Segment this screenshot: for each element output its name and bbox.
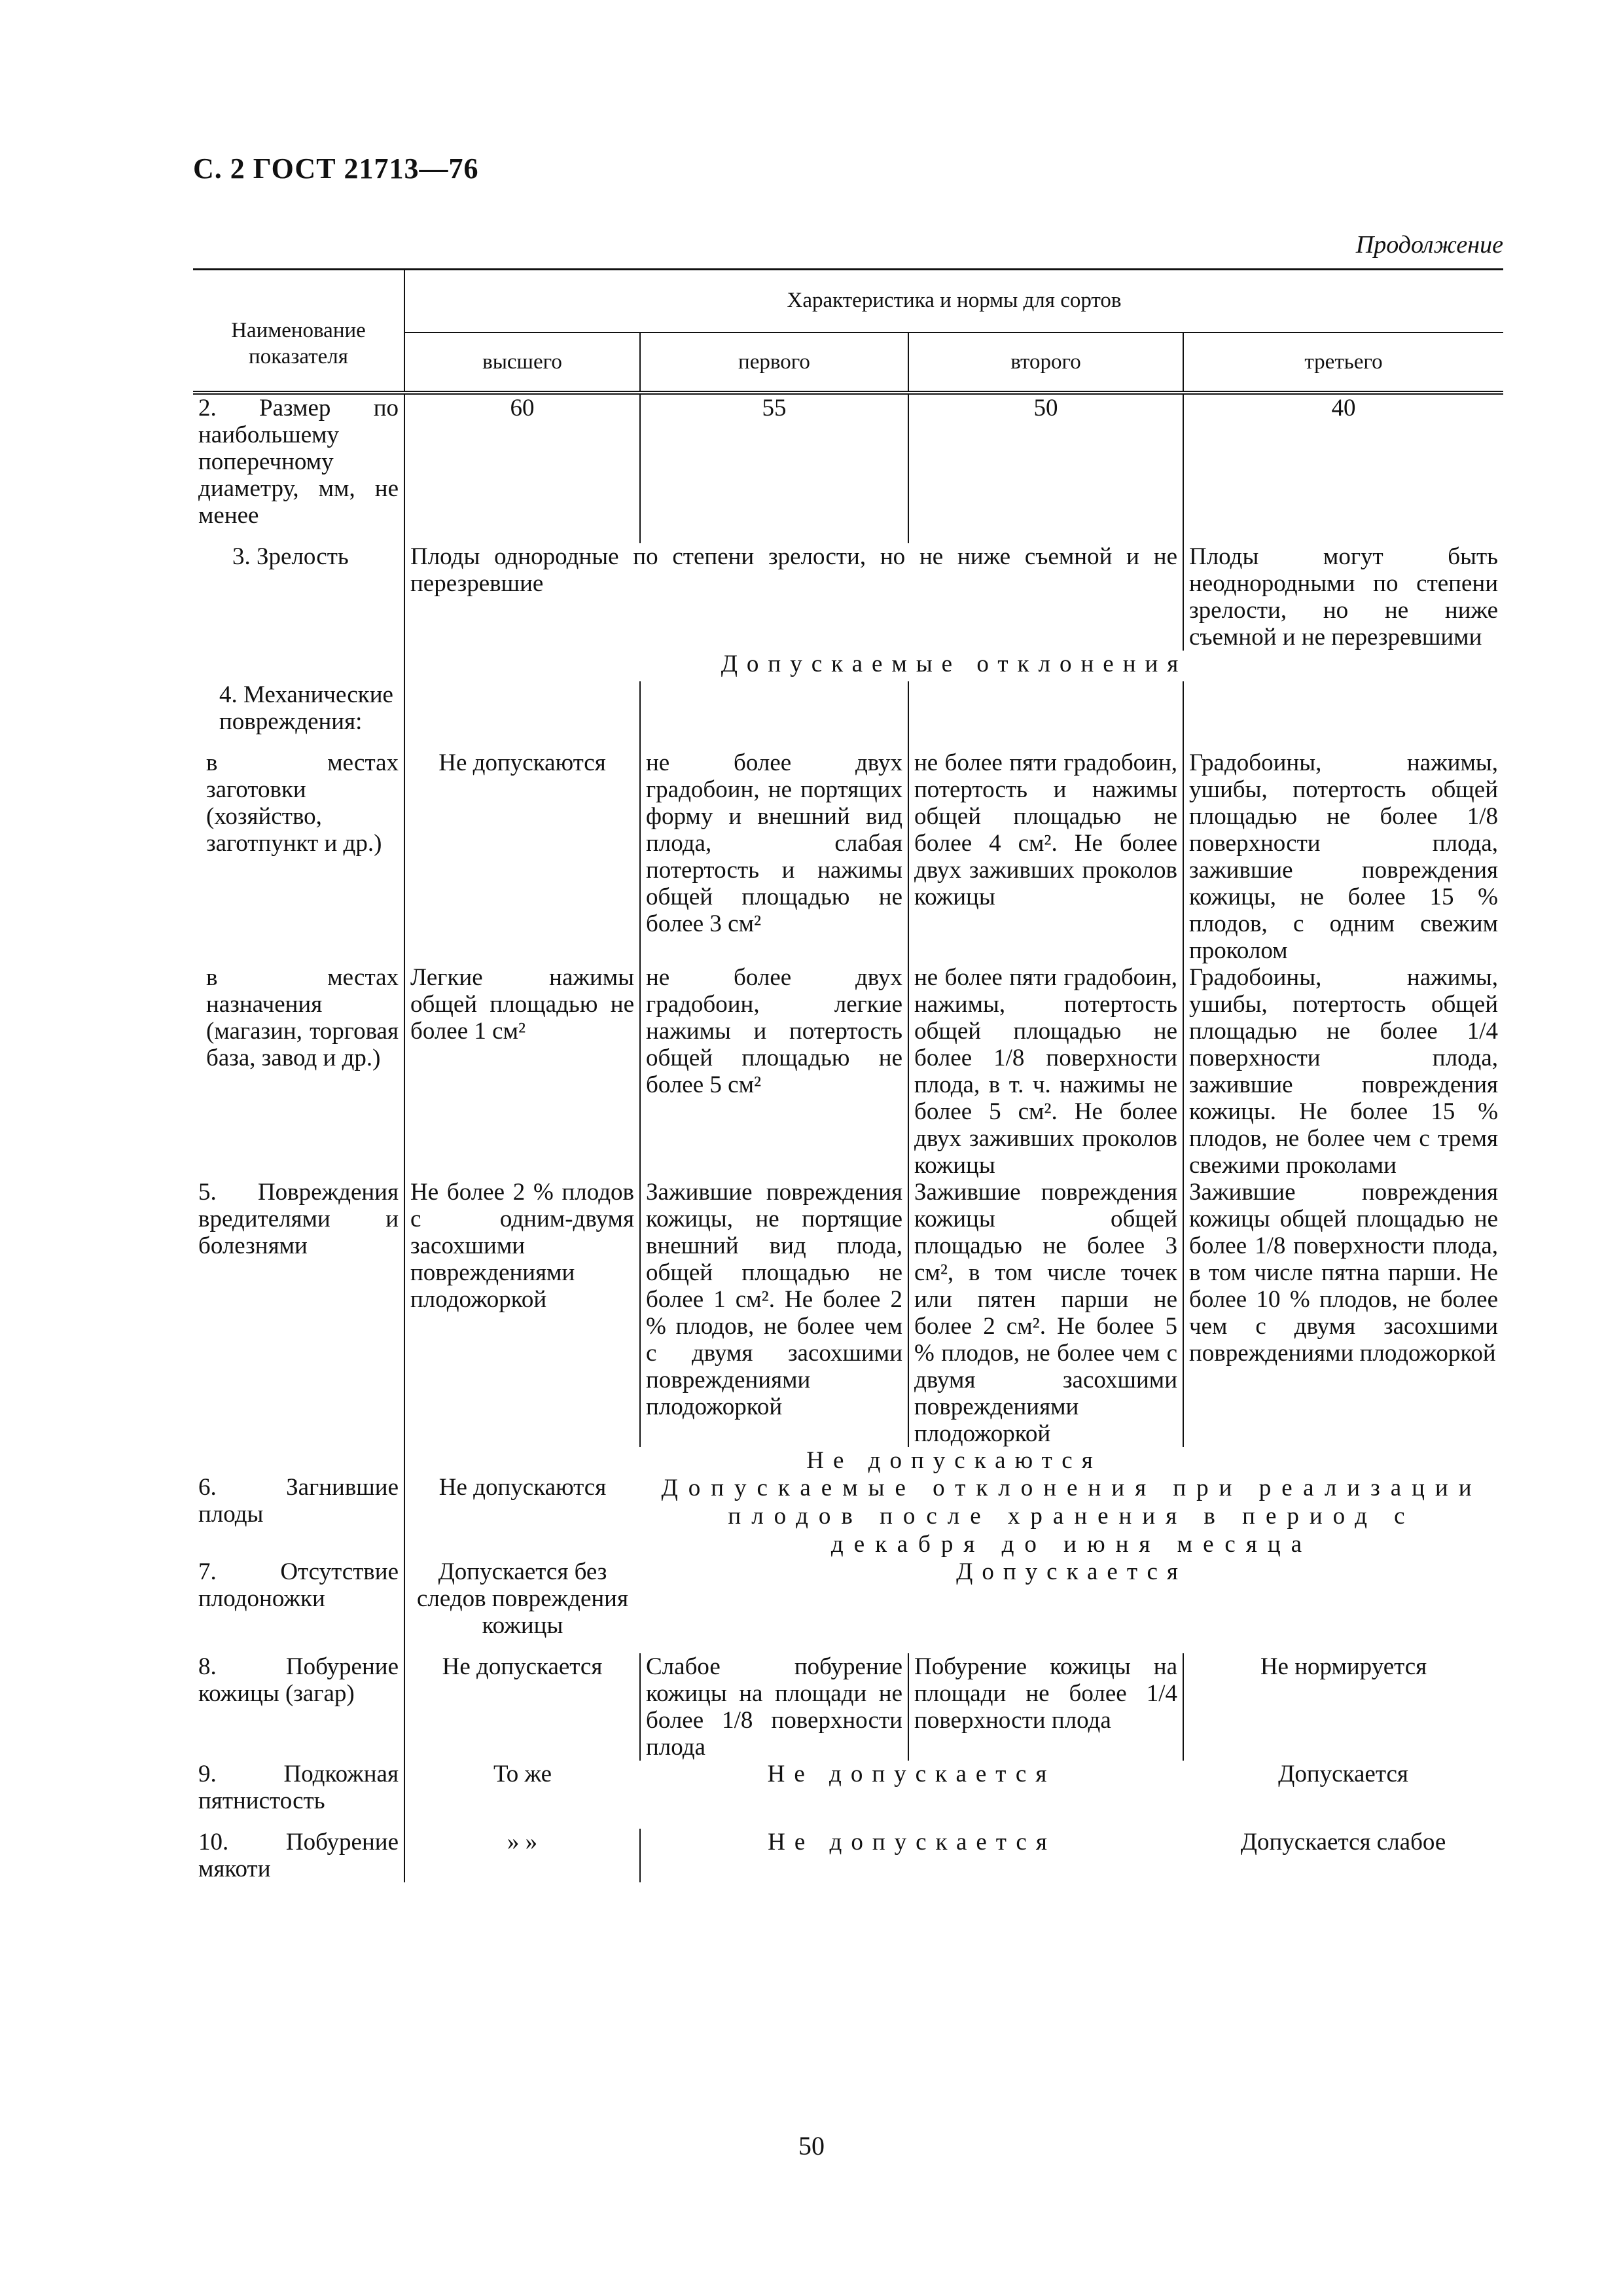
cell-value: Не более 2 % плодов с одним-двумя засохшими повреждениями плодожоркой	[404, 1179, 640, 1447]
table-row	[193, 1558, 1503, 1653]
row-name: 3. Зрелость	[193, 543, 404, 651]
continuation-label: Продолжение	[1355, 231, 1503, 259]
cell-value: Плоды однородные по степени зрелости, но не ниже съемной и не перезревшие	[404, 543, 1183, 651]
row-name: 10. Побурение мякоти	[193, 1829, 404, 1882]
column-header-sort-highest: высшего	[404, 332, 640, 393]
cell-value: Слабое побурение кожицы на площади не более 1/8 поверхности плода	[640, 1653, 908, 1761]
row-name: 5. Повреждения вредителями и болезнями	[193, 1179, 404, 1447]
cell-value: То же	[493, 1761, 552, 1787]
row-name: 9. Подкожная пятнистость	[193, 1761, 404, 1829]
column-header-sort-second: второго	[908, 332, 1183, 393]
row-name: 4. Механические повреждения:	[193, 681, 404, 749]
table-row	[193, 393, 1503, 543]
row-name: 8. Побурение кожицы (загар)	[193, 1653, 404, 1761]
table-row	[193, 651, 1503, 681]
row-name: 2. Размер по наибольшему поперечному диаметру, мм, не менее	[193, 393, 404, 543]
cell-value: не более двух градобоин, не портящих форму и внешний вид плода, слабая потертость и нажимы общей площадью не более 3 см²	[640, 749, 908, 964]
table-row	[193, 1474, 1503, 1558]
column-header-name: Наименование показателя	[193, 270, 404, 393]
cell-value: Легкие нажимы общей площадью не более 1 см²	[404, 964, 640, 1179]
cell-value: 50	[908, 393, 1183, 543]
table-row	[193, 1829, 1503, 1882]
page-number: 50	[798, 2131, 825, 2161]
cell-value: Допускается без следов повреждения кожицы	[417, 1558, 628, 1639]
not-allowed-label: Не допускаются	[806, 1447, 1102, 1474]
cell-value: 40	[1331, 395, 1356, 422]
column-header-group: Характеристика и нормы для сортов	[787, 289, 1122, 312]
cell-value: 55	[640, 393, 908, 543]
table-row	[193, 1653, 1503, 1761]
cell-value: Градобоины, нажимы, ушибы, потертость общей площадью не более 1/4 поверхности плода, зажившие повреждения кожицы. Не более 15 % плодов, не более чем с тремя свежими проколами	[1189, 964, 1499, 1179]
cell-value: 60	[404, 393, 640, 543]
table-row	[193, 749, 1503, 964]
row-name: в местах назначения (магазин, торговая база, завод и др.)	[193, 964, 404, 1179]
cell-value: Плоды могут быть неоднородными по степени зрелости, но не ниже съемной и не перезревшими	[1189, 543, 1499, 651]
cell-value: Градобоины, нажимы, ушибы, потертость общей площадью не более 1/8 поверхности плода, зажившие повреждения кожицы, не более 15 % плодов, с одним свежим проколом	[1189, 749, 1499, 964]
cell-value: Зажившие повреждения кожицы, не портящие внешний вид плода, общей площадью не более 1 см². Не более 2 % плодов, не более чем с двумя засохшими повреждениями плодожоркой	[640, 1179, 908, 1447]
cell-value: Не допускаются	[438, 1474, 607, 1501]
cell-value: не более двух градобоин, легкие нажимы и потертость общей площадью не более 5 см²	[640, 964, 908, 1179]
cell-value: Не допускается	[442, 1653, 603, 1680]
row-name: 7. Отсутствие плодоножки	[193, 1558, 404, 1653]
deviations-label: Допускаемые отклонения	[721, 651, 1188, 677]
cell-value: Допускается	[1278, 1761, 1408, 1787]
quality-norms-table	[193, 268, 1503, 1882]
page-title: С. 2 ГОСТ 21713—76	[193, 152, 479, 185]
cell-value: не более пяти градобоин, нажимы, потертость общей площадью не более 1/8 поверхности плода, в т. ч. нажимы не более 5 см². Не более двух заживших проколов кожицы	[908, 964, 1183, 1179]
table-row	[193, 543, 1503, 651]
table-row	[193, 1179, 1503, 1447]
cell-value: Допускается слабое	[1240, 1829, 1446, 1856]
cell-value: Побурение кожицы на площади не более 1/4 поверхности плода	[908, 1653, 1183, 1761]
table-row	[193, 1761, 1503, 1829]
cell-value: Допускаемые отклонения при реализации плодов после хранения в период с декабря до июня месяца	[661, 1475, 1482, 1558]
table-row	[193, 1447, 1503, 1474]
table-row	[193, 681, 1503, 749]
cell-value: Не допускается	[768, 1829, 1056, 1856]
cell-value: Допускается	[956, 1558, 1187, 1585]
cell-value: Не допускаются	[404, 749, 640, 964]
row-name: в местах заготовки (хозяйство, заготпункт и др.)	[193, 749, 404, 964]
table-row	[193, 964, 1503, 1179]
cell-value: Не нормируется	[1260, 1653, 1427, 1680]
column-header-sort-first: первого	[640, 332, 908, 393]
column-header-sort-third: третьего	[1183, 332, 1503, 393]
row-name: 6. Загнившие плоды	[193, 1474, 404, 1558]
cell-value: Не допускается	[767, 1761, 1056, 1787]
cell-value: Зажившие повреждения кожицы общей площадью не более 1/8 поверхности плода, в том числе пятна парши. Не более 10 % плодов, не более чем с двумя засохшими повреждениями плодожоркой	[1189, 1179, 1499, 1367]
cell-value: не более пяти градобоин, потертость и нажимы общей площадью не более 4 см². Не более двух заживших проколов кожицы	[908, 749, 1183, 964]
cell-value: Зажившие повреждения кожицы общей площадью не более 3 см², в том числе точек или пятен парши не более 2 см². Не более 5 % плодов, не более чем с двумя засохшими повреждениями плодожоркой	[908, 1179, 1183, 1447]
cell-value: » »	[404, 1829, 640, 1882]
